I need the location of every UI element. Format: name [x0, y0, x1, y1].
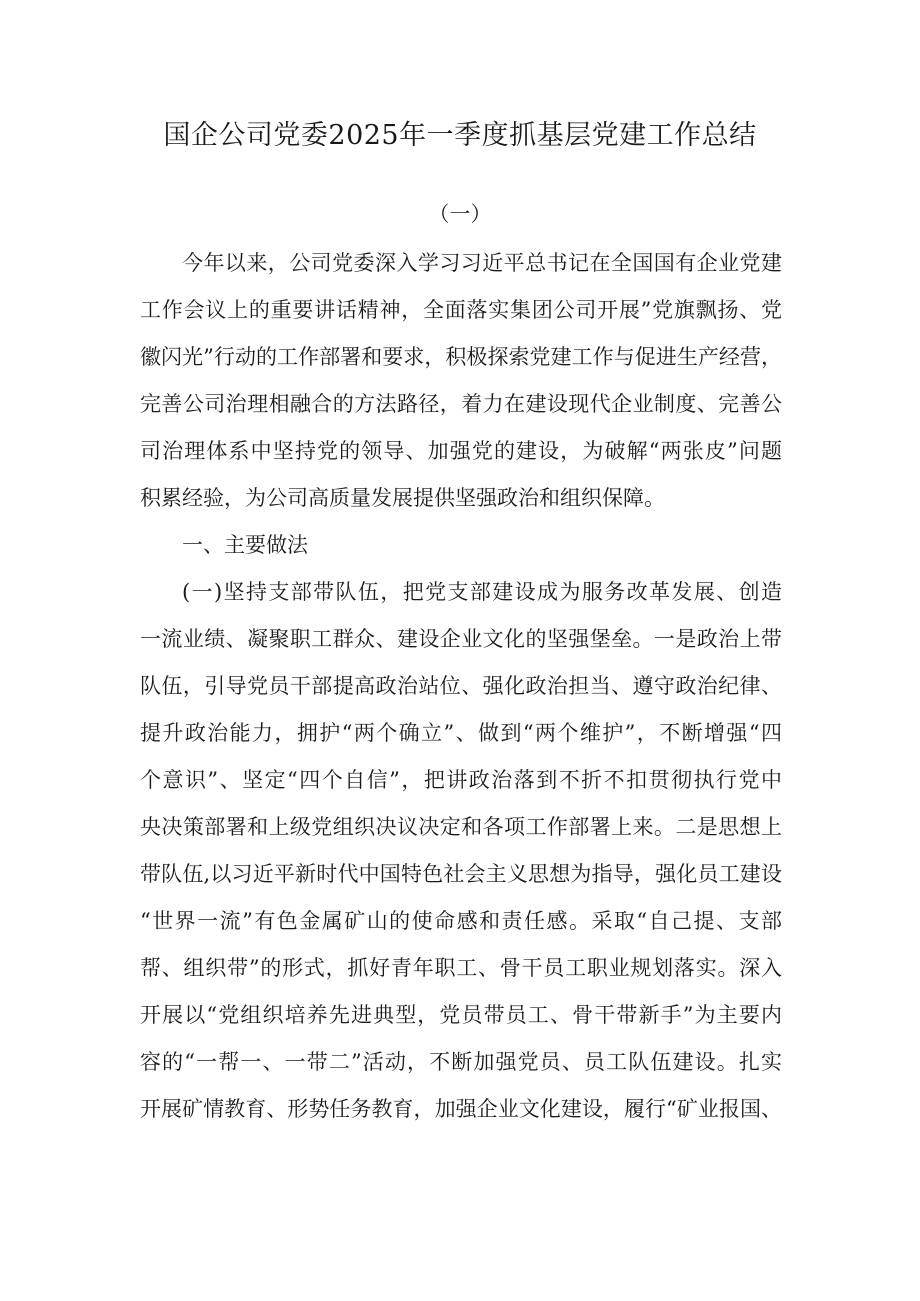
paragraph-line: 积累经验，为公司高质量发展提供坚强政治和组织保障。 [140, 486, 665, 510]
paragraph-line: 队伍，引导党员干部提高政治站位、强化政治担当、遵守政治纪律、 [140, 674, 782, 698]
paragraph-line: 帮、组织带”的形式，抓好青年职工、骨干员工职业规划落实。深入 [140, 956, 782, 980]
paragraph-line: 一流业绩、凝聚职工群众、建设企业文化的坚强堡垒。一是政治上带 [140, 627, 782, 651]
paragraph-line: 司治理体系中坚持党的领导、加强党的建设，为破解“两张皮”问题 [140, 439, 782, 463]
section-marker: （一） [428, 202, 492, 226]
paragraph-line: (一)坚持支部带队伍，把党支部建设成为服务改革发展、创造 [182, 580, 782, 604]
paragraph-line: “世界一流”有色金属矿山的使命感和责任感。采取“自己提、支部 [140, 909, 782, 933]
section-heading: 一、主要做法 [182, 533, 308, 557]
paragraph-line: 容的“一帮一、一带二”活动，不断加强党员、员工队伍建设。扎实 [140, 1050, 782, 1074]
paragraph-line: 带队伍,以习近平新时代中国特色社会主义思想为指导，强化员工建设 [140, 862, 782, 886]
document-title: 国企公司党委2025年一季度抓基层党建工作总结 [163, 120, 757, 151]
paragraph-line: 完善公司治理相融合的方法路径，着力在建设现代企业制度、完善公 [140, 392, 782, 416]
paragraph-line: 个意识”、坚定“四个自信”，把讲政治落到不折不扣贯彻执行党中 [140, 768, 782, 792]
paragraph-line: 今年以来，公司党委深入学习习近平总书记在全国国有企业党建 [182, 251, 782, 275]
paragraph-line: 央决策部署和上级党组织决议决定和各项工作部署上来。二是思想上 [140, 815, 782, 839]
paragraph-line: 开展矿情教育、形势任务教育，加强企业文化建设，履行“矿业报国、 [140, 1097, 782, 1121]
paragraph-line: 开展以“党组织培养先进典型，党员带员工、骨干带新手”为主要内 [140, 1003, 782, 1027]
paragraph-line: 提升政治能力，拥护“两个确立”、做到“两个维护”，不断增强“四 [140, 721, 782, 745]
paragraph-line: 工作会议上的重要讲话精神，全面落实集团公司开展”党旗飘扬、党 [140, 298, 782, 322]
paragraph-line: 徽闪光”行动的工作部署和要求，积极探索党建工作与促进生产经营， [140, 345, 782, 369]
